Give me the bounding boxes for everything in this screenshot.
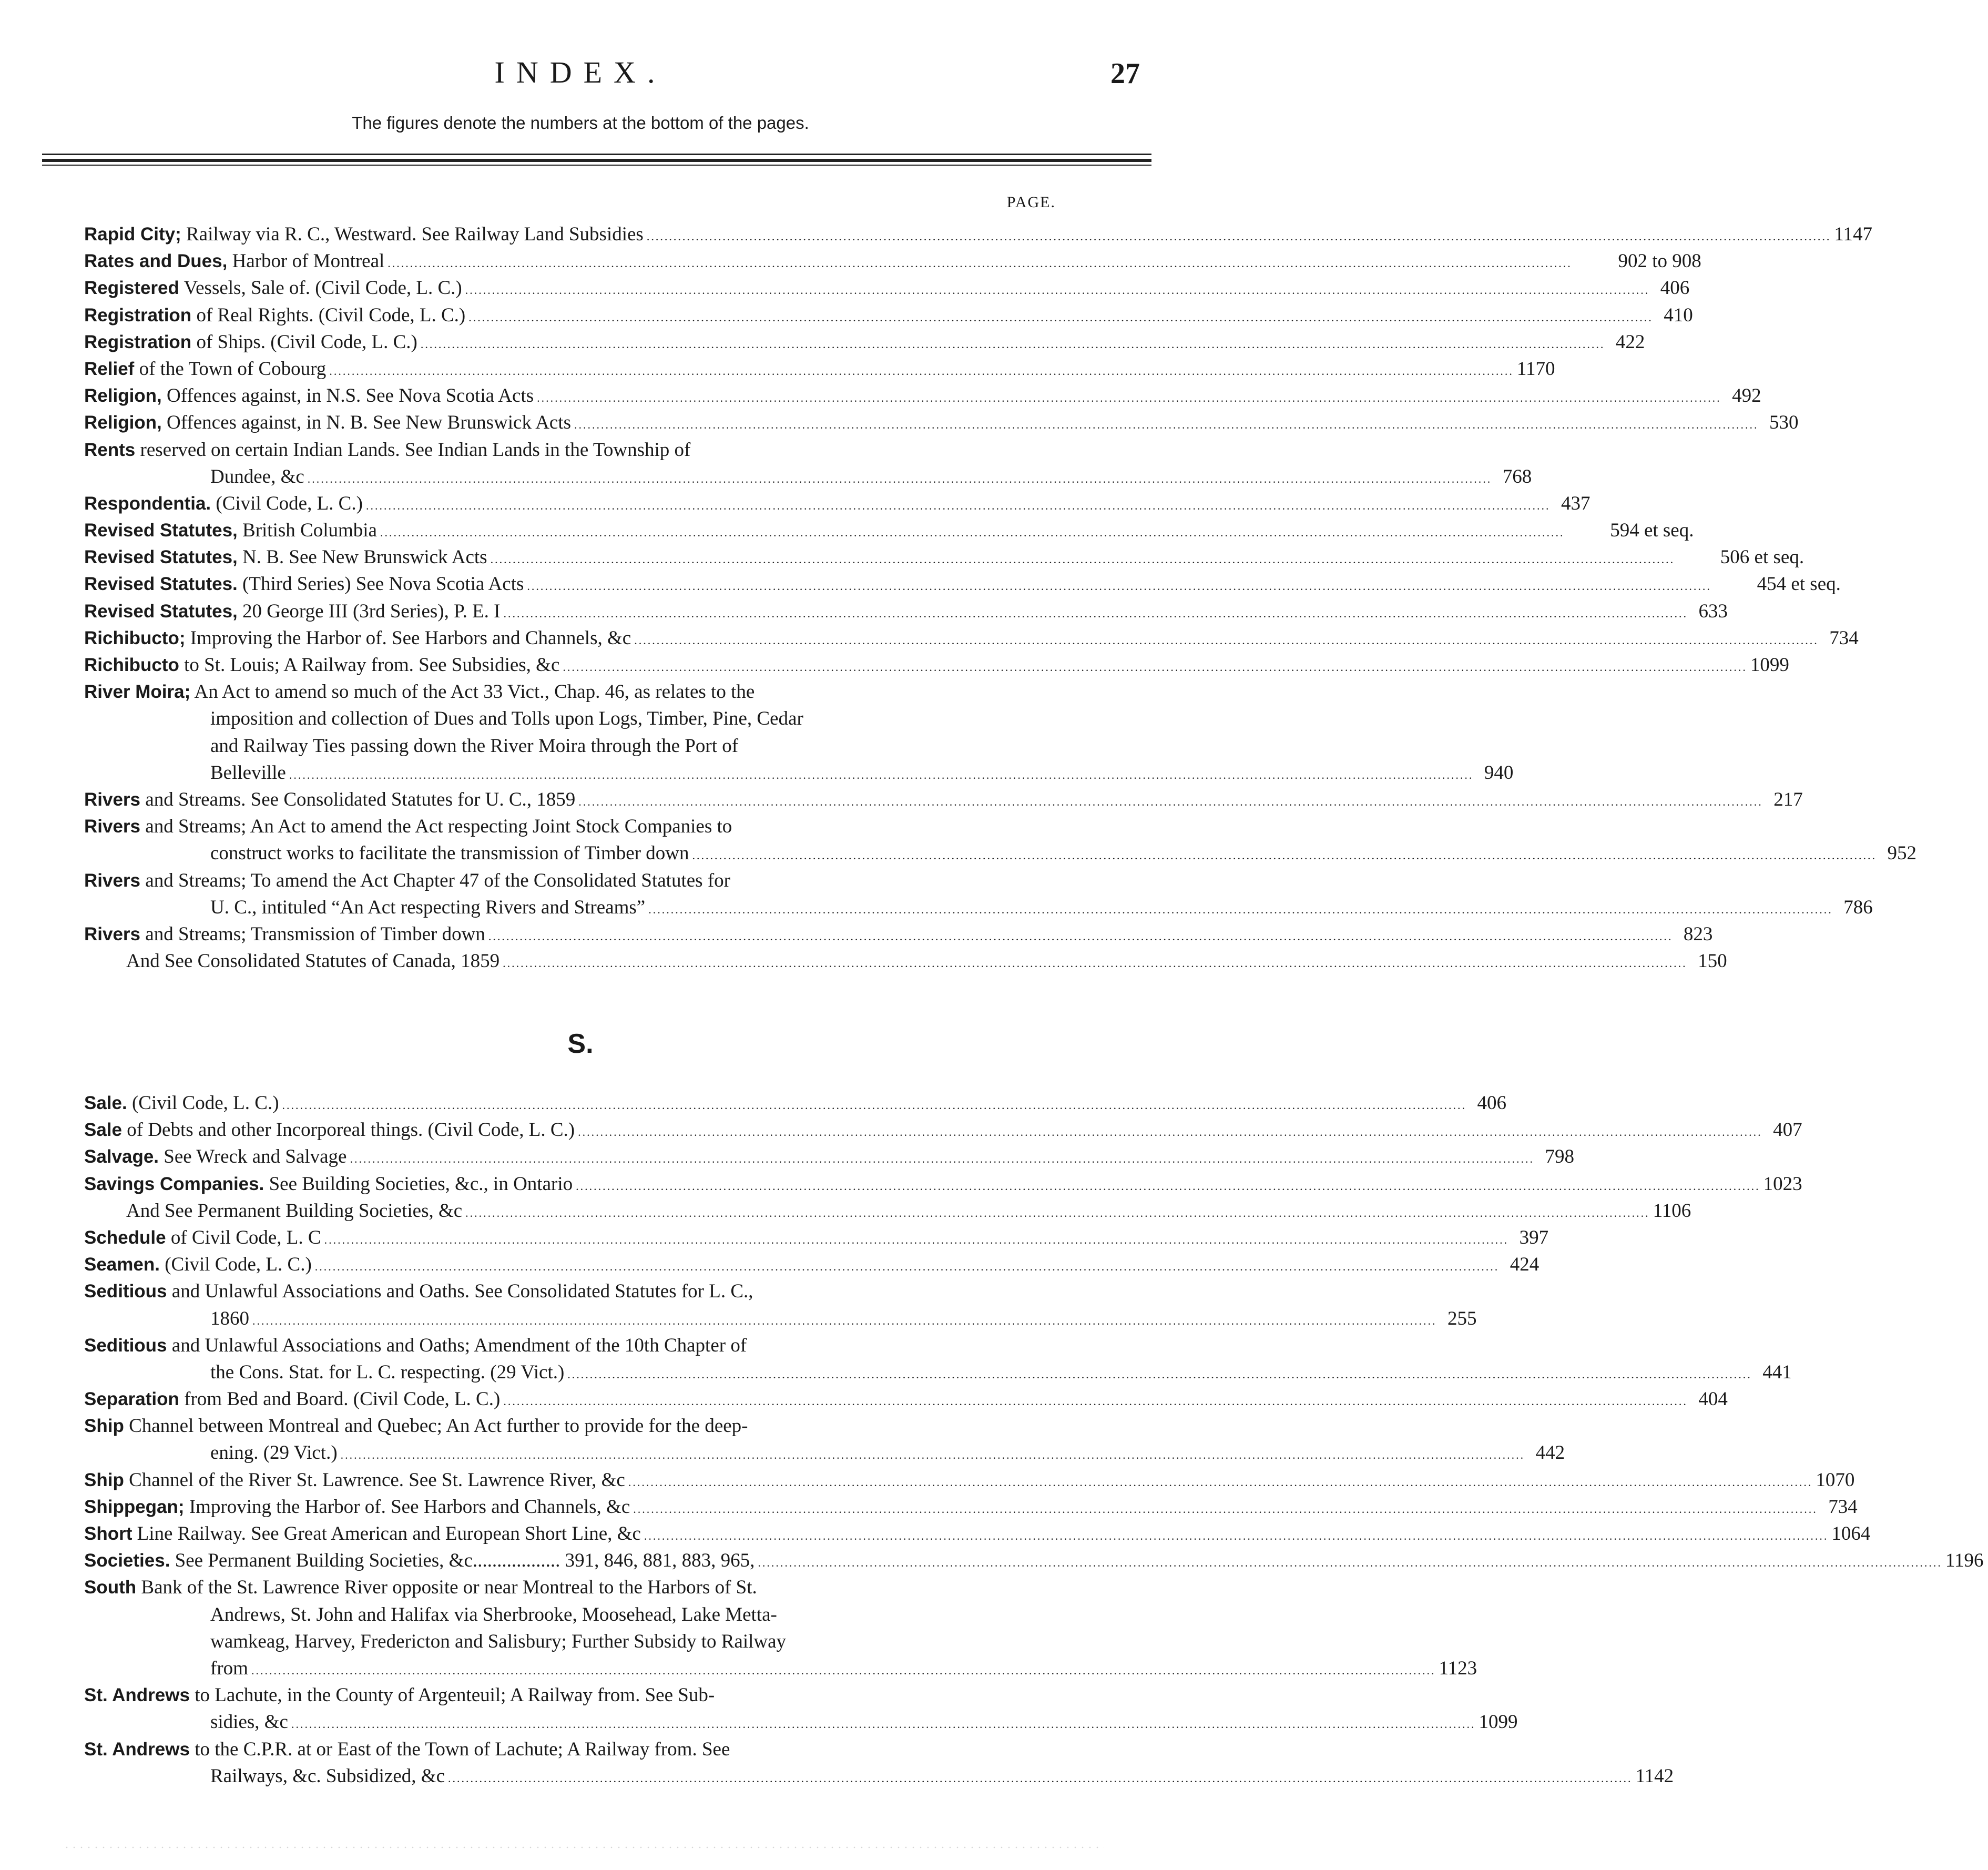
- index-entry-line: [84, 867, 1115, 894]
- leader-dots: [465, 277, 1650, 303]
- index-entry-heading: South: [84, 1577, 137, 1598]
- index-page-ref: 454 et seq.: [1757, 573, 1841, 595]
- page-title: INDEX.: [494, 55, 667, 89]
- index-entry-line: [84, 275, 1690, 301]
- index-entry-line: [84, 1763, 1674, 1790]
- index-entry-text: An Act to amend so much of the Act 33 Vict., Chap. 46, as relates to the: [194, 681, 755, 703]
- index-page-ref: 406: [1477, 1092, 1507, 1114]
- leader-dots: [291, 1711, 1476, 1737]
- section-letter: S.: [567, 1029, 594, 1059]
- index-entry-text: Andrews, St. John and Halifax via Sherbrooke, Moosehead, Lake Metta-: [210, 1603, 777, 1625]
- index-entry-line: [84, 1655, 1477, 1682]
- index-entry-line: [84, 1547, 1984, 1574]
- index-entry-heading: Seditious: [84, 1335, 167, 1356]
- index-page-ref: 786: [1843, 896, 1873, 918]
- page-column-heading: PAGE.: [1006, 194, 1056, 211]
- leader-dots: [488, 923, 1673, 950]
- index-page-ref: 1170: [1516, 358, 1555, 380]
- leader-dots: [252, 1307, 1437, 1334]
- index-entry-text: of Real Rights. (Civil Code, L. C.): [196, 304, 466, 326]
- index-entry-line: [84, 948, 1727, 974]
- index-entry-text: Bank of the St. Lawrence River opposite or near Montreal to the Harbors of St.: [141, 1577, 757, 1599]
- index-entry-heading: Revised Statutes,: [84, 601, 238, 622]
- index-entry-line: [84, 1439, 1565, 1466]
- leader-dots: [527, 573, 1711, 599]
- index-entry: [84, 1412, 1565, 1466]
- index-entry-text: Harbor of Montreal: [232, 250, 385, 272]
- index-entry-text: And See Permanent Building Societies, &c: [126, 1200, 463, 1222]
- index-entry-text: and Streams; An Act to amend the Act respecting Joint Stock Companies to: [145, 816, 732, 838]
- index-entry-text: Dundee, &c: [210, 465, 304, 487]
- index-entry-line: [84, 517, 1694, 544]
- index-entry-line: [84, 1574, 1115, 1601]
- index-page-ref: 437: [1561, 492, 1591, 514]
- index-page-ref: 594 et seq.: [1610, 520, 1694, 542]
- index-entry-heading: Registration: [84, 331, 192, 352]
- index-entry-heading: Sale.: [84, 1093, 127, 1113]
- index-entry-line: [84, 598, 1728, 625]
- index-entry-heading: Rivers: [84, 923, 141, 944]
- index-page-ref: 422: [1615, 331, 1645, 353]
- index-page-ref: 1142: [1635, 1765, 1674, 1787]
- index-entry: [84, 1493, 1858, 1520]
- index-entry-text: (Civil Code, L. C.): [131, 1092, 279, 1114]
- index-entry-line: [84, 759, 1514, 786]
- leader-dots: [758, 1549, 1942, 1576]
- index-entry: [84, 355, 1555, 382]
- index-entry-heading: Separation: [84, 1389, 179, 1410]
- index-entry-line: [84, 652, 1789, 678]
- leader-dots: [647, 223, 1831, 250]
- index-page-ref: 424: [1510, 1254, 1540, 1276]
- index-entry-line: [84, 921, 1713, 948]
- index-entry-heading: Rivers: [84, 870, 141, 891]
- index-page-ref: 217: [1773, 788, 1803, 810]
- index-entry-text: the Cons. Stat. for L. C. respecting. (29 Vict.): [210, 1361, 565, 1383]
- index-entry-text: imposition and collection of Dues and Tolls upon Logs, Timber, Pine, Cedar: [210, 708, 803, 730]
- index-entry-heading: Richibucto: [84, 655, 179, 675]
- index-entry-text: of the Town of Cobourg: [139, 358, 327, 380]
- index-entry-heading: Rapid City;: [84, 224, 181, 245]
- index-page-ref: 506 et seq.: [1720, 546, 1805, 568]
- index-entry-line: [84, 813, 1115, 840]
- index-entry-text: to St. Louis; A Railway from. See Subsidies, &c: [184, 654, 560, 676]
- index-entry-line: [84, 1386, 1728, 1412]
- index-entry-text: See Wreck and Salvage: [164, 1146, 347, 1168]
- index-page-ref: 1023: [1763, 1173, 1802, 1195]
- leader-dots: [421, 331, 1605, 358]
- index-entry: [84, 490, 1591, 517]
- index-entry-line: [84, 571, 1841, 597]
- index-entry-text: from: [210, 1657, 248, 1679]
- index-section-r: [84, 221, 1916, 974]
- index-page-ref: 1099: [1479, 1711, 1518, 1733]
- index-entry: [84, 1386, 1728, 1412]
- index-entry: [84, 302, 1693, 329]
- index-entry-text: Channel of the River St. Lawrence. See St. Lawrence River, &c: [129, 1469, 625, 1491]
- index-entry-heading: Rivers: [84, 789, 141, 810]
- index-entry-text: construct works to facilitate the transmission of Timber down: [210, 842, 689, 865]
- index-entry-line: [84, 248, 1701, 275]
- index-entry-heading: Seamen.: [84, 1254, 160, 1275]
- leader-dots: [282, 1092, 1467, 1119]
- index-entry: [84, 1116, 1802, 1143]
- header-rule: [42, 159, 1151, 162]
- index-page-ref: 404: [1698, 1388, 1728, 1410]
- index-entry-text: Offences against, in N.S. See Nova Scotia Acts: [167, 385, 534, 407]
- index-entry-text: and Unlawful Associations and Oaths. See Consolidated Statutes for L. C.,: [171, 1280, 753, 1303]
- leader-dots: [388, 250, 1572, 277]
- header-rule: [42, 165, 1151, 166]
- index-entry: [84, 275, 1690, 301]
- index-entry-text: of Debts and other Incorporeal things. (Civil Code, L. C.): [127, 1119, 575, 1141]
- index-page-ref: 902 to 908: [1618, 250, 1701, 272]
- index-entry-heading: Savings Companies.: [84, 1173, 264, 1194]
- scan-noise: [63, 1845, 1104, 1851]
- index-entry-line: [84, 382, 1761, 409]
- index-entry-heading: Sale: [84, 1120, 122, 1141]
- index-entry-text: 1860: [210, 1307, 249, 1329]
- index-entry: [84, 221, 1872, 248]
- leader-dots: [648, 896, 1833, 923]
- index-entry-heading: Revised Statutes,: [84, 520, 238, 541]
- index-entry-line: [84, 1601, 1115, 1628]
- index-entry-line: [84, 302, 1693, 329]
- index-entry: [84, 625, 1859, 652]
- index-entry-line: [84, 1332, 1115, 1359]
- index-entry: [84, 1224, 1549, 1251]
- index-entry-heading: Revised Statutes.: [84, 574, 238, 595]
- index-entry-line: [84, 1709, 1518, 1735]
- index-entry: [84, 1736, 1674, 1790]
- index-entry-text: (Civil Code, L. C.): [165, 1254, 312, 1276]
- leader-dots: [634, 627, 1819, 654]
- index-entry-text: 20 George III (3rd Series), P. E. I: [242, 600, 501, 622]
- index-entry-text: from Bed and Board. (Civil Code, L. C.): [184, 1388, 501, 1410]
- index-entry-text: to the C.P.R. at or East of the Town of Lachute; A Railway from. See: [195, 1738, 730, 1760]
- index-entry-text: of Civil Code, L. C: [170, 1226, 321, 1248]
- index-entry: [84, 948, 1727, 974]
- index-entry-heading: Respondentia.: [84, 493, 211, 514]
- index-page-ref: 734: [1828, 1496, 1858, 1518]
- index-page-ref: 441: [1762, 1361, 1792, 1383]
- leader-dots: [491, 546, 1675, 573]
- leader-dots: [644, 1522, 1829, 1549]
- page-number: 27: [1110, 57, 1140, 90]
- index-entry-line: [84, 355, 1555, 382]
- leader-dots: [324, 1226, 1509, 1253]
- index-entry-line: [84, 1224, 1549, 1251]
- index-entry-heading: Salvage.: [84, 1146, 159, 1167]
- index-page-ref: 397: [1519, 1226, 1549, 1248]
- index-entry: [84, 678, 1514, 786]
- index-section-s: [84, 1090, 1984, 1790]
- index-entry: [84, 571, 1841, 597]
- index-entry: [84, 1467, 1855, 1493]
- index-entry-text: sidies, &c: [210, 1711, 288, 1733]
- leader-dots: [341, 1441, 1525, 1468]
- index-entry-text: Line Railway. See Great American and European Short Line, &c: [137, 1523, 641, 1544]
- index-entry: [84, 1171, 1802, 1197]
- index-entry: [84, 329, 1645, 355]
- index-entry: [84, 1197, 1691, 1224]
- leader-dots: [628, 1469, 1813, 1496]
- index-entry-text: of Ships. (Civil Code, L. C.): [196, 331, 417, 353]
- index-entry-text: Vessels, Sale of. (Civil Code, L. C.): [183, 277, 462, 299]
- page-subtitle: The figures denote the numbers at the bottom of the pages.: [352, 113, 809, 133]
- index-entry-line: [84, 1412, 1115, 1439]
- leader-dots: [468, 304, 1653, 331]
- index-entry-text: Improving the Harbor of. See Harbors and Channels, &c: [190, 627, 631, 649]
- leader-dots: [504, 600, 1688, 627]
- index-entry-text: and Streams; To amend the Act Chapter 47 of the Consolidated Statutes for: [145, 869, 730, 891]
- index-entry: [84, 382, 1761, 409]
- index-entry-line: [84, 1628, 1115, 1655]
- index-entry-text: N. B. See New Brunswick Acts: [242, 546, 487, 568]
- index-entry-line: [84, 1251, 1540, 1278]
- leader-dots: [537, 384, 1721, 411]
- index-entry-text: Railway via R. C., Westward. See Railway Land Subsidies: [186, 223, 644, 245]
- leader-dots: [289, 761, 1474, 788]
- index-entry-text: And See Consolidated Statutes of Canada, 1859: [126, 950, 500, 972]
- index-entry-line: [84, 1736, 1115, 1763]
- index-entry-heading: Shippegan;: [84, 1496, 185, 1517]
- leader-dots: [578, 1119, 1762, 1145]
- index-entry-heading: St. Andrews: [84, 1739, 190, 1760]
- leader-dots: [567, 1361, 1752, 1388]
- leader-dots: [633, 1496, 1818, 1522]
- index-entry: [84, 786, 1803, 813]
- index-page-ref: 952: [1887, 842, 1916, 865]
- index-entry-line: [84, 733, 1115, 759]
- index-entry-line: [84, 544, 1805, 571]
- index-entry-line: [84, 463, 1532, 490]
- index-entry: [84, 1547, 1984, 1574]
- index-entry-text: to Lachute, in the County of Argenteuil; A Railway from. See Sub-: [195, 1684, 715, 1706]
- index-entry-heading: Rents: [84, 439, 136, 460]
- index-entry-text: U. C., intituled “An Act respecting Rivers and Streams”: [210, 896, 646, 918]
- index-entry-line: [84, 705, 1115, 732]
- index-page-ref: 150: [1698, 950, 1727, 972]
- index-entry-text: ening. (29 Vict.): [210, 1442, 338, 1464]
- index-entry-text: reserved on certain Indian Lands. See Indian Lands in the Township of: [140, 439, 691, 461]
- index-entry-line: [84, 1682, 1115, 1709]
- index-entry-line: [84, 436, 1115, 463]
- leader-dots: [503, 950, 1687, 977]
- index-entry-line: [84, 625, 1859, 652]
- index-entry-text: British Columbia: [242, 520, 377, 542]
- leader-dots: [315, 1253, 1500, 1280]
- index-entry-line: [84, 1116, 1802, 1143]
- index-page-ref: 1064: [1831, 1523, 1871, 1544]
- leader-dots: [350, 1145, 1534, 1172]
- index-page-ref: 633: [1698, 600, 1728, 622]
- index-entry: [84, 1332, 1792, 1386]
- leader-dots: [448, 1765, 1633, 1792]
- index-page-ref: 823: [1683, 923, 1713, 945]
- index-entry-text: Offences against, in N. B. See New Brunswick Acts: [167, 412, 572, 434]
- leader-dots: [465, 1200, 1650, 1226]
- index-entry-heading: Relief: [84, 358, 135, 379]
- index-entry: [84, 867, 1873, 921]
- index-entry-line: [84, 409, 1799, 436]
- index-page-ref: 1147: [1834, 223, 1872, 245]
- index-page-ref: 798: [1545, 1146, 1574, 1168]
- header-rule: [42, 154, 1151, 155]
- index-page-ref: 410: [1664, 304, 1693, 326]
- index-entry-heading: Rates and Dues,: [84, 251, 228, 272]
- index-entry-text: Railways, &c. Subsidized, &c: [210, 1765, 445, 1787]
- index-entry-heading: Richibucto;: [84, 627, 186, 648]
- index-entry-heading: Short: [84, 1523, 132, 1544]
- index-entry-heading: Religion,: [84, 385, 162, 406]
- index-entry-text: (Civil Code, L. C.): [216, 492, 363, 514]
- index-entry: [84, 1143, 1574, 1170]
- index-entry: [84, 409, 1799, 436]
- index-entry-text: Improving the Harbor of. See Harbors and Channels, &c: [189, 1496, 630, 1518]
- index-page-ref: 1196: [1945, 1550, 1984, 1572]
- index-page-ref: 1123: [1439, 1657, 1477, 1679]
- index-entry-line: [84, 1305, 1477, 1332]
- leader-dots: [578, 788, 1763, 815]
- index-entry-heading: Revised Statutes,: [84, 547, 238, 568]
- index-entry-line: [84, 1359, 1792, 1386]
- index-entry: [84, 436, 1532, 490]
- index-entry-heading: St. Andrews: [84, 1685, 190, 1706]
- index-page-ref: 407: [1773, 1119, 1802, 1141]
- index-entry: [84, 248, 1701, 275]
- index-page-ref: 442: [1535, 1442, 1565, 1464]
- index-page-ref: 734: [1829, 627, 1859, 649]
- index-entry-text: See Building Societies, &c., in Ontario: [269, 1173, 573, 1195]
- index-entry-text: and Railway Ties passing down the River Moira through the Port of: [210, 735, 739, 757]
- index-entry-line: [84, 1493, 1858, 1520]
- index-entry-line: [84, 786, 1803, 813]
- index-page-ref: 492: [1732, 385, 1761, 407]
- index-entry-heading: Ship: [84, 1416, 124, 1437]
- index-page-ref: 1099: [1750, 654, 1789, 676]
- index-entry-heading: Ship: [84, 1469, 124, 1490]
- index-page-ref: 768: [1502, 465, 1532, 487]
- index-page-ref: 940: [1484, 761, 1514, 784]
- leader-dots: [329, 358, 1514, 384]
- index-entry-line: [84, 1520, 1871, 1547]
- index-page-ref: 530: [1769, 412, 1799, 434]
- index-entry-text: (Third Series) See Nova Scotia Acts: [242, 573, 524, 595]
- leader-dots: [251, 1657, 1436, 1684]
- index-page-ref: 1106: [1653, 1200, 1691, 1222]
- index-entry: [84, 921, 1713, 948]
- index-entry: [84, 544, 1805, 571]
- index-entry-line: [84, 840, 1916, 867]
- index-page-ref: 406: [1660, 277, 1690, 299]
- index-entry-heading: Schedule: [84, 1227, 166, 1248]
- index-entry-text: wamkeag, Harvey, Fredericton and Salisbury; Further Subsidy to Railway: [210, 1630, 787, 1652]
- index-entry-line: [84, 329, 1645, 355]
- leader-dots: [563, 654, 1747, 680]
- leader-dots: [380, 519, 1565, 546]
- index-entry-text: Belleville: [210, 761, 286, 784]
- index-entry: [84, 652, 1789, 678]
- index-entry-text: and Unlawful Associations and Oaths; Amendment of the 10th Chapter of: [171, 1334, 747, 1356]
- index-entry-line: [84, 1467, 1855, 1493]
- index-entry: [84, 517, 1694, 544]
- leader-dots: [308, 465, 1492, 492]
- leader-dots: [692, 842, 1877, 869]
- index-entry-line: [84, 678, 1115, 705]
- leader-dots: [366, 492, 1551, 519]
- index-entry-line: [84, 1143, 1574, 1170]
- index-entry: [84, 1520, 1871, 1547]
- leader-dots: [576, 1173, 1760, 1200]
- index-entry-line: [84, 1278, 1115, 1305]
- index-entry-heading: Registration: [84, 304, 192, 326]
- index-entry-text: Channel between Montreal and Quebec; An Act further to provide for the deep-: [129, 1415, 748, 1437]
- index-page-ref: 1070: [1816, 1469, 1855, 1491]
- index-entry-text: See Permanent Building Societies, &c.................. 391, 846, 881, 883, 965,: [175, 1550, 755, 1572]
- index-entry-line: [84, 490, 1591, 517]
- index-entry: [84, 1090, 1507, 1116]
- index-entry: [84, 1682, 1518, 1735]
- index-entry-heading: Rivers: [84, 816, 141, 837]
- index-entry: [84, 598, 1728, 625]
- index-entry-line: [84, 1197, 1691, 1224]
- index-entry-heading: River Moira;: [84, 682, 191, 703]
- index-entry-heading: Societies.: [84, 1550, 170, 1571]
- index-entry-line: [84, 1171, 1802, 1197]
- index-entry-line: [84, 221, 1872, 248]
- index-entry: [84, 1278, 1477, 1332]
- index-entry-heading: Seditious: [84, 1281, 167, 1302]
- index-entry: [84, 813, 1916, 867]
- index-entry-line: [84, 894, 1873, 921]
- leader-dots: [574, 411, 1759, 438]
- leader-dots: [503, 1388, 1688, 1415]
- index-entry-heading: Registered: [84, 278, 179, 299]
- index-entry: [84, 1574, 1477, 1682]
- index-page-ref: 255: [1447, 1307, 1477, 1329]
- index-entry: [84, 1251, 1540, 1278]
- index-entry-text: and Streams. See Consolidated Statutes for U. C., 1859: [145, 788, 576, 810]
- index-entry-text: and Streams; Transmission of Timber down: [145, 923, 485, 945]
- index-entry-line: [84, 1090, 1507, 1116]
- index-entry-heading: Religion,: [84, 412, 162, 433]
